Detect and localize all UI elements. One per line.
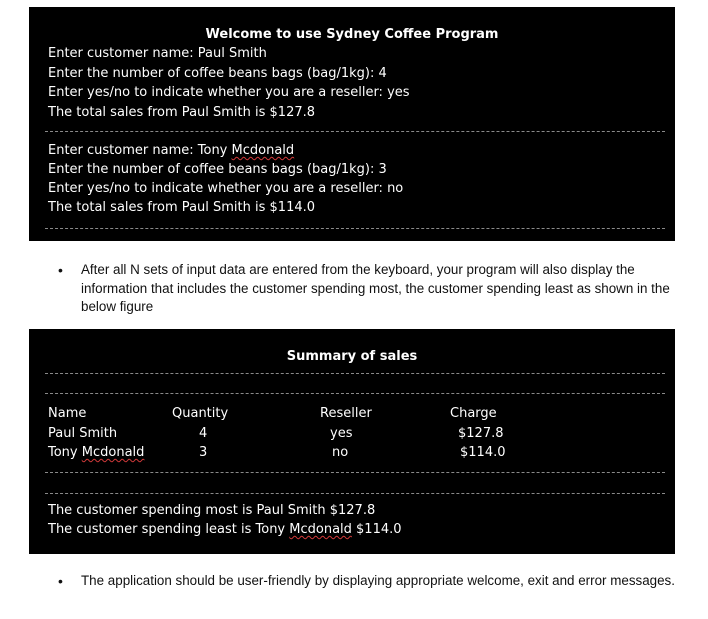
bullet-icon: • — [58, 262, 63, 278]
summary-most-line: The customer spending most is Paul Smith $127.8 — [48, 503, 376, 518]
dashed-divider — [45, 472, 665, 473]
console-line: Enter the number of coffee beans bags (bag/1kg): 4 — [48, 66, 387, 81]
column-header-name: Name — [48, 406, 87, 421]
summary-least-line: The customer spending least is Tony Mcdonald $114.0 — [48, 522, 402, 537]
row-name: Tony Mcdonald — [48, 445, 145, 460]
dashed-divider — [45, 493, 665, 494]
console-line: Enter yes/no to indicate whether you are a reseller: no — [48, 181, 404, 196]
console-output-summary — [29, 329, 675, 554]
console-title: Welcome to use Sydney Coffee Program — [205, 27, 499, 42]
bullet-text: The application should be user-friendly by displaying appropriate welcome, exit and error messages. — [81, 573, 675, 588]
bullet-icon: • — [58, 573, 63, 589]
row-name: Paul Smith — [48, 426, 118, 441]
summary-title: Summary of sales — [286, 349, 418, 364]
bullet-text: After all N sets of input data are entered from the keyboard, your program will also display the information that includes the customer spending most, the customer spending least as shown in the below figure — [81, 262, 670, 314]
row-quantity: 4 — [199, 426, 208, 441]
column-header-reseller: Reseller — [320, 406, 372, 421]
dashed-divider — [45, 373, 665, 374]
dashed-divider — [45, 228, 665, 229]
column-header-quantity: Quantity — [172, 406, 229, 421]
console-line: Enter the number of coffee beans bags (bag/1kg): 3 — [48, 162, 387, 177]
row-reseller: yes — [330, 426, 353, 441]
console-line: The total sales from Paul Smith is $127.8 — [48, 105, 316, 120]
console-output-session — [29, 7, 675, 241]
console-line: Enter yes/no to indicate whether you are a reseller: yes — [48, 85, 410, 100]
row-charge: $127.8 — [458, 426, 504, 441]
dashed-divider — [45, 131, 665, 132]
row-quantity: 3 — [199, 445, 208, 460]
dashed-divider — [45, 393, 665, 394]
console-line: Enter customer name: Tony Mcdonald — [48, 143, 295, 158]
row-reseller: no — [332, 445, 349, 460]
row-charge: $114.0 — [460, 445, 506, 460]
console-line: Enter customer name: Paul Smith — [48, 46, 267, 61]
console-line: The total sales from Paul Smith is $114.0 — [48, 200, 316, 215]
column-header-charge: Charge — [450, 406, 497, 421]
